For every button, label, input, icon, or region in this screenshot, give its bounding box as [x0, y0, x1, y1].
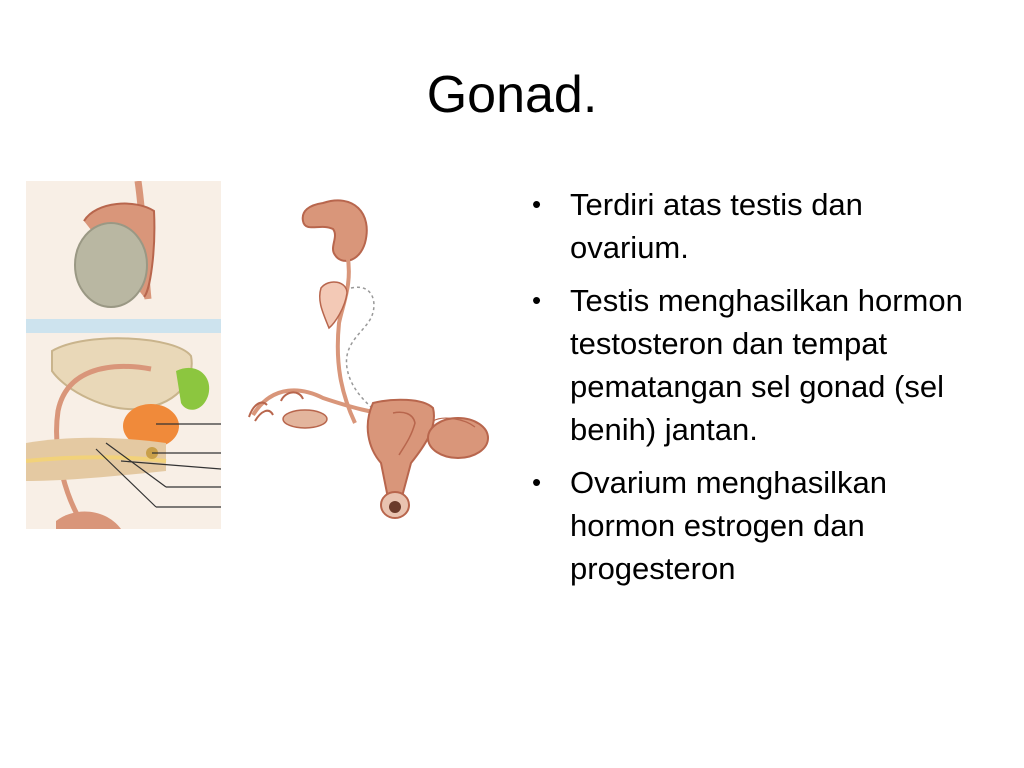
bullet-list — [528, 183, 968, 600]
bullet-text: Testis menghasilkan hormon testosteron dan tempat pematangan sel gonad (sel benih) jantan. — [570, 283, 963, 447]
bullet-item — [528, 183, 968, 269]
bullet-text: Terdiri atas testis dan ovarium. — [570, 187, 863, 265]
male-reproductive-anatomy-illustration — [26, 181, 221, 529]
bullet-item — [528, 279, 968, 451]
bullet-dot: • — [532, 189, 542, 219]
bullet-text: Ovarium menghasilkan hormon estrogen dan progesteron — [570, 465, 888, 586]
bullet-dot: • — [532, 285, 542, 315]
slide-title: Gonad. — [426, 66, 598, 124]
female-reproductive-anatomy-illustration — [243, 193, 493, 523]
bullet-dot: • — [532, 467, 542, 497]
bullet-item — [528, 461, 968, 590]
